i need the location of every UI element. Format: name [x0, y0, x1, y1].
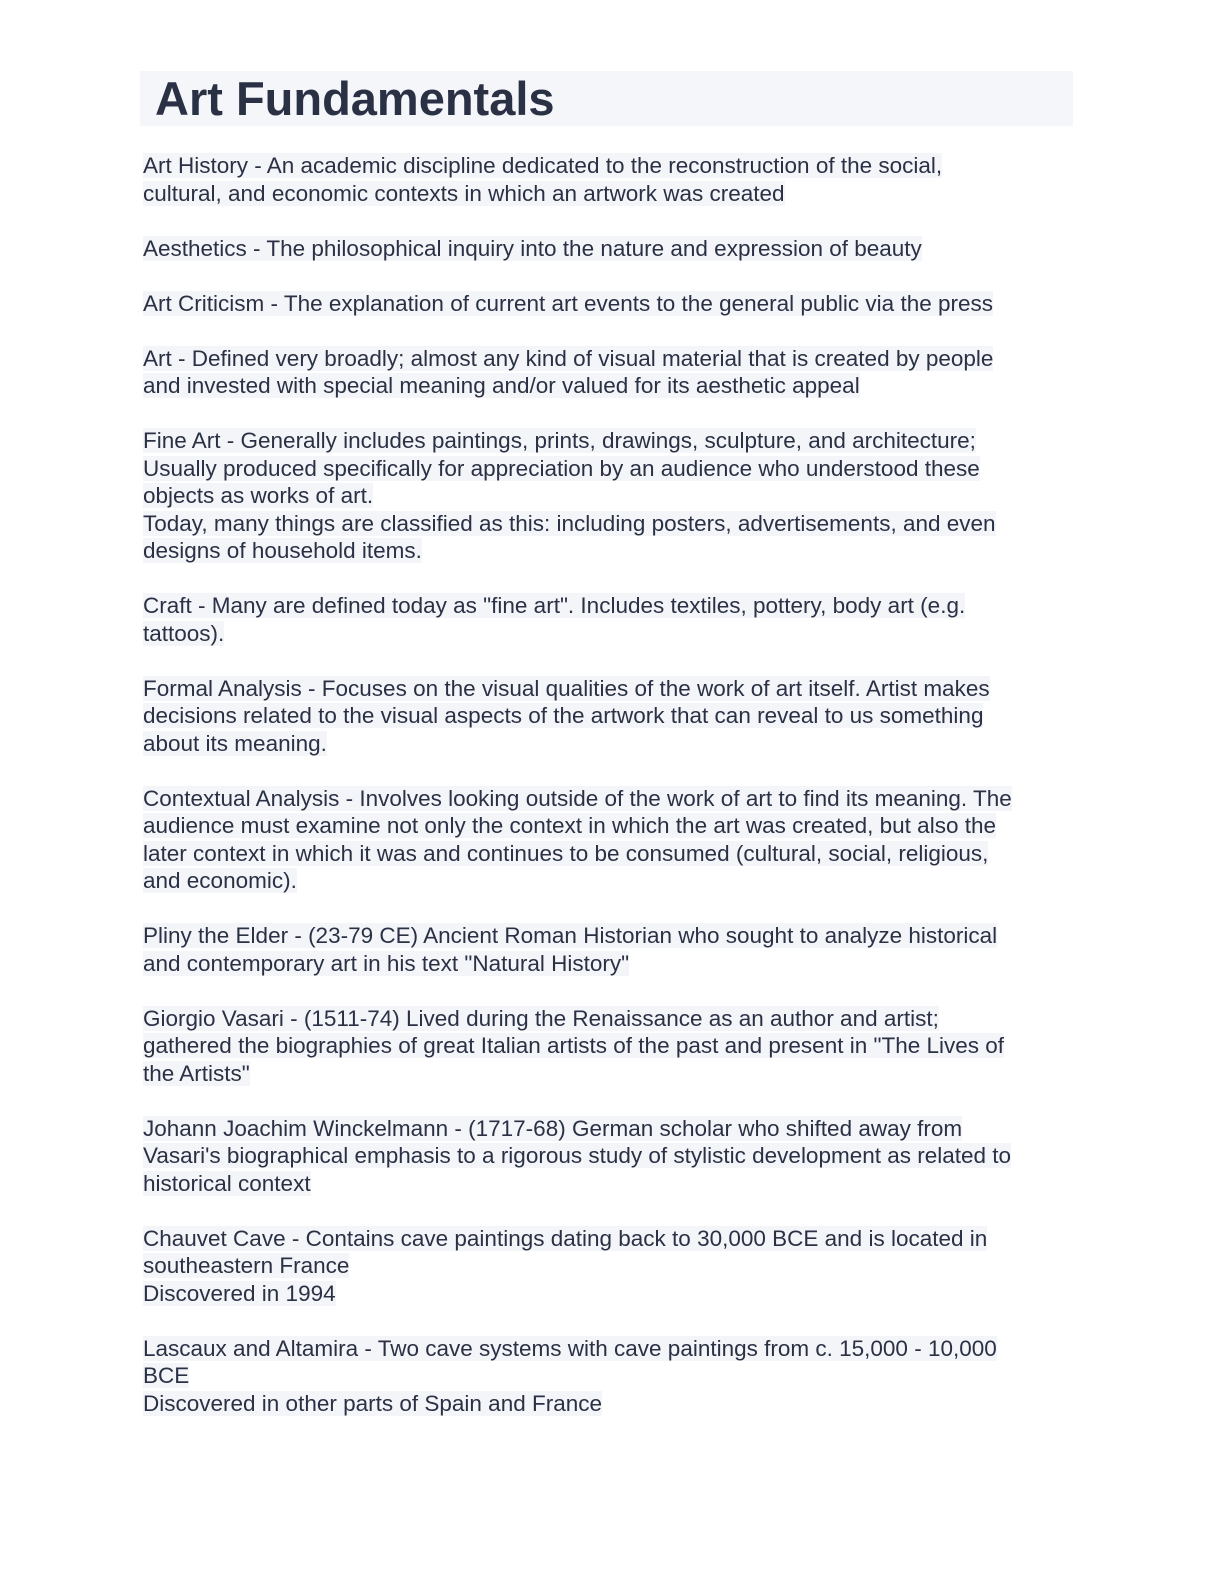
entry-line-row: [143, 537, 1083, 565]
glossary-entry: [143, 1335, 1083, 1418]
entry-text-line: objects as works of art.: [143, 483, 374, 508]
entry-line-row: [143, 1060, 1083, 1088]
entry-text-line: audience must examine not only the context in which the art was created, but also the: [143, 813, 996, 838]
entry-line-row: [143, 1170, 1083, 1198]
entry-line-row: [143, 1362, 1083, 1390]
entry-text-line: Pliny the Elder - (23-79 CE) Ancient Roman Historian who sought to analyze historical: [143, 923, 998, 948]
entry-line-row: [143, 1225, 1083, 1253]
entry-text-line: Lascaux and Altamira - Two cave systems with cave paintings from c. 15,000 - 10,000: [143, 1335, 997, 1361]
entry-text-line: BCE: [143, 1363, 190, 1388]
entry-line-row: [143, 1252, 1083, 1280]
entry-text-line: Chauvet Cave - Contains cave paintings dating back to 30,000 BCE and is located in: [143, 1225, 988, 1251]
glossary-entry: [143, 345, 1083, 400]
entry-line-row: [143, 592, 1083, 620]
entry-line-row: [143, 675, 1083, 703]
entry-line-row: [143, 1032, 1083, 1060]
entry-text-line: the Artists": [143, 1060, 250, 1086]
entry-line-row: [143, 152, 1083, 180]
entry-line-row: [143, 950, 1083, 978]
entry-text-line: Craft - Many are defined today as "fine art". Includes textiles, pottery, body art (e.g.: [143, 593, 966, 618]
entry-text-line: tattoos).: [143, 620, 225, 646]
entry-text-line: Art Criticism - The explanation of current art events to the general public via the press: [143, 290, 993, 316]
entry-text-line: and economic).: [143, 868, 297, 893]
glossary-entry: [143, 1225, 1083, 1308]
glossary-entry: [143, 427, 1083, 565]
entry-text-line: southeastern France: [143, 1253, 350, 1278]
entry-line-row: [143, 482, 1083, 510]
glossary-entry: [143, 675, 1083, 758]
entry-line-row: [143, 290, 1083, 318]
entry-text-line: Vasari's biographical emphasis to a rigorous study of stylistic development as related to: [143, 1143, 1012, 1168]
entry-text-line: Today, many things are classified as this: including posters, advertisements, and even: [143, 510, 996, 536]
entry-text-line: and invested with special meaning and/or valued for its aesthetic appeal: [143, 373, 860, 398]
entry-line-row: [143, 840, 1083, 868]
entry-line-row: [143, 1280, 1083, 1308]
entry-line-row: [143, 510, 1083, 538]
entry-text-line: Discovered in 1994: [143, 1280, 336, 1306]
entry-text-line: designs of household items.: [143, 538, 422, 563]
entry-line-row: [143, 455, 1083, 483]
entry-text-line: gathered the biographies of great Italian artists of the past and present in "The Lives of: [143, 1033, 1005, 1058]
entry-text-line: about its meaning.: [143, 730, 327, 756]
entry-text-line: Art - Defined very broadly; almost any kind of visual material that is created by people: [143, 345, 994, 371]
entry-text-line: decisions related to the visual aspects of the artwork that can reveal to us something: [143, 703, 984, 728]
entry-line-row: [143, 180, 1083, 208]
document-body: [143, 152, 1083, 1445]
entry-text-line: and contemporary art in his text "Natural History": [143, 950, 630, 976]
entry-line-row: [143, 1005, 1083, 1033]
glossary-entry: [143, 152, 1083, 207]
entry-line-row: [143, 427, 1083, 455]
glossary-entry: [143, 1005, 1083, 1088]
entry-text-line: Aesthetics - The philosophical inquiry into the nature and expression of beauty: [143, 235, 922, 261]
entry-text-line: cultural, and economic contexts in which an artwork was created: [143, 180, 785, 206]
entry-line-row: [143, 1390, 1083, 1418]
entry-line-row: [143, 785, 1083, 813]
title-banner: [140, 71, 1073, 126]
entry-line-row: [143, 812, 1083, 840]
entry-line-row: [143, 620, 1083, 648]
entry-line-row: [143, 1142, 1083, 1170]
entry-text-line: historical context: [143, 1170, 311, 1196]
glossary-entry: [143, 1115, 1083, 1198]
entry-line-row: [143, 867, 1083, 895]
entry-line-row: [143, 235, 1083, 263]
entry-text-line: Formal Analysis - Focuses on the visual qualities of the work of art itself. Artist makes: [143, 675, 990, 701]
entry-line-row: [143, 1335, 1083, 1363]
entry-text-line: Johann Joachim Winckelmann - (1717-68) German scholar who shifted away from: [143, 1115, 963, 1141]
glossary-entry: [143, 290, 1083, 318]
entry-text-line: Discovered in other parts of Spain and France: [143, 1390, 602, 1416]
glossary-entry: [143, 785, 1083, 895]
entry-text-line: Fine Art - Generally includes paintings, prints, drawings, sculpture, and architecture;: [143, 428, 976, 453]
entry-line-row: [143, 730, 1083, 758]
page-title: Art Fundamentals: [155, 72, 555, 125]
entry-line-row: [143, 345, 1083, 373]
entry-line-row: [143, 702, 1083, 730]
entry-text-line: Usually produced specifically for appreciation by an audience who understood these: [143, 455, 980, 481]
entry-line-row: [143, 1115, 1083, 1143]
entry-text-line: Art History - An academic discipline dedicated to the reconstruction of the social,: [143, 153, 943, 178]
entry-text-line: later context in which it was and continues to be consumed (cultural, social, religious,: [143, 840, 989, 866]
entry-line-row: [143, 922, 1083, 950]
entry-line-row: [143, 372, 1083, 400]
glossary-entry: [143, 922, 1083, 977]
entry-text-line: Contextual Analysis - Involves looking outside of the work of art to find its meaning. The: [143, 785, 1012, 811]
entry-text-line: Giorgio Vasari - (1511-74) Lived during the Renaissance as an author and artist;: [143, 1005, 939, 1031]
glossary-entry: [143, 592, 1083, 647]
glossary-entry: [143, 235, 1083, 263]
